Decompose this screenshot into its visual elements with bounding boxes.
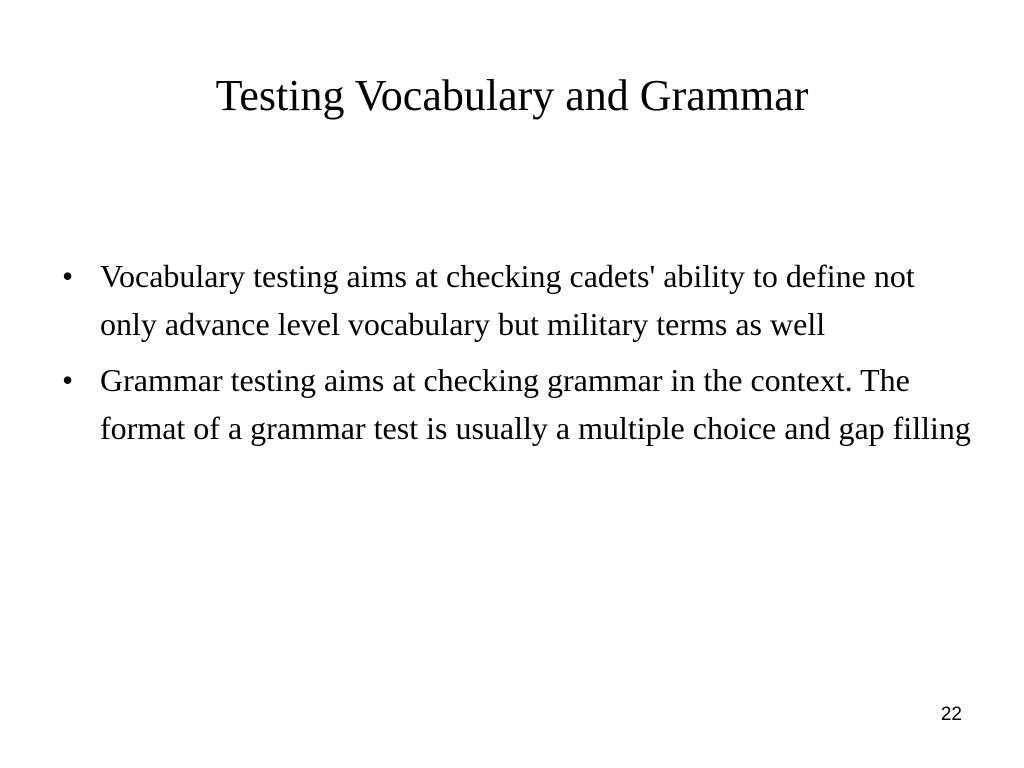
- bullet-list: [58, 252, 978, 460]
- list-item: [58, 252, 978, 348]
- slide-number: 22: [940, 704, 962, 725]
- bullet-text: Vocabulary testing aims at checking cadets' ability to define not only advance level vocabulary but military terms as well: [100, 258, 915, 342]
- bullet-icon: •: [62, 362, 74, 398]
- bullet-icon: •: [62, 258, 74, 294]
- bullet-text: Grammar testing aims at checking grammar in the context. The format of a grammar test is usually a multiple choice and gap filling: [100, 362, 971, 446]
- list-item: [58, 356, 978, 452]
- slide-title: Testing Vocabulary and Grammar: [215, 71, 809, 120]
